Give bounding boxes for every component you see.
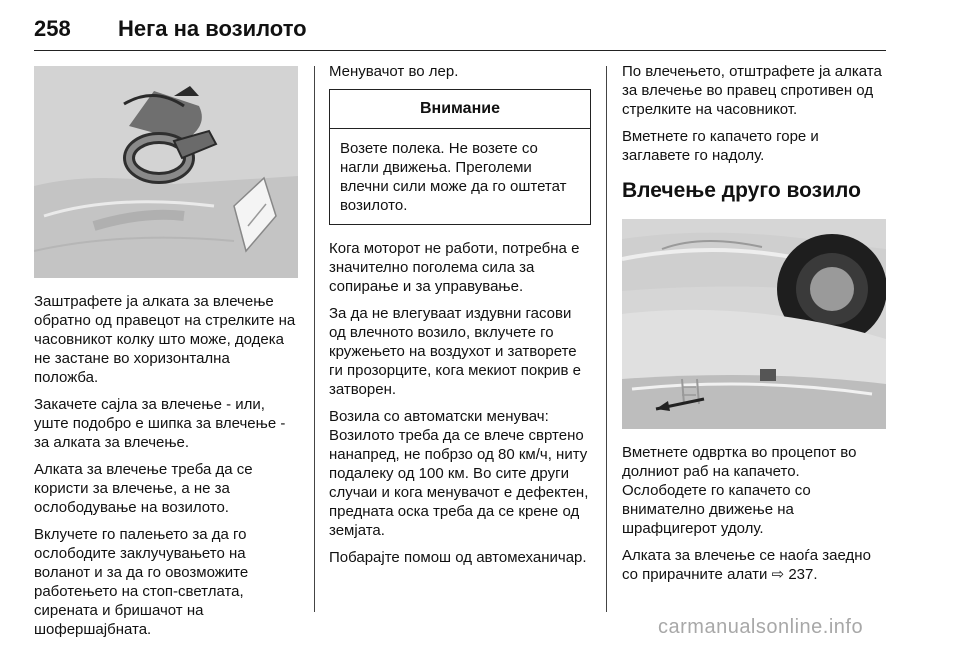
paragraph: Вметнете одвртка во процепот во долниот раб на капачето. Ослободете го капачето со внимателно движење на шрафцигерот удолу. [622,444,857,537]
column-1 [34,62,298,647]
paragraph: Заштрафете ја алката за влечење обратно од правецот на стрелките на часовникот колку што може, додека не застане во хоризонтална положба. [34,293,296,386]
chapter-title: Нега на возилото [118,16,307,41]
paragraph: За да не влегуваат издувни гасови од влечното возило, вклучете го кружењето на воздухот и затворете ги прозорците, кога мекиот покрив е затворен. [329,305,581,398]
notice-body: Возете полека. Не возете со нагли движења. Преголеми влечни сили може да го оштетат возилото. [340,140,567,214]
column-3 [622,62,886,592]
paragraph: Закачете сајла за влечење - или, уште подобро е шипка за влечење - за алката за влечење. [34,396,286,451]
paragraph: По влечењето, отштрафете ја алката за влечење во правец спротивен од стрелките на часовникот. [622,63,882,118]
header-rule [34,50,886,51]
page-number: 258 [34,16,71,41]
paragraph: Кога моторот не работи, потребна е значително поголема сила за сопирање и за управување. [329,240,580,295]
rear-bumper-tow-eye-illustration [622,219,886,429]
paragraph: Вметнете го капачето горе и заглавете го надолу. [622,128,819,164]
paragraph: Менувачот во лер. [329,63,459,80]
paragraph: Побарајте помош од автомеханичар. [329,549,587,566]
notice-title: Внимание [330,90,590,129]
column-2 [329,62,591,575]
page-header [34,14,886,50]
column-divider [314,66,315,612]
column-divider [606,66,607,612]
paragraph: Возила со автоматски менувач: Возилото треба да се влече свртено нанапред, не побрзо од 80 км/ч, ниту подалеку од 100 км. Во сите други случаи и кога менувачот е дефектен, предната оска треба да се крене од земјата. [329,408,589,539]
tow-hook-install-illustration [34,66,298,278]
rear-bumper-figure [622,219,886,429]
section-heading: Влечење друго возило [622,179,861,202]
tow-hook-figure [34,66,298,278]
paragraph: Вклучете го палењето за да го ослободите заклучувањето на воланот и за да го овозможите работењето на стоп-светлата, сирената и бришачот на шофершајбната. [34,526,249,638]
caution-notice [329,89,591,225]
watermark: carmanualsonline.info [658,616,864,638]
paragraph: Алката за влечење треба да се користи за влечење, а не за ослободување на возилото. [34,461,253,516]
paragraph: Алката за влечење се наоѓа заедно со прирачните алати ⇨ 237. [622,547,871,583]
